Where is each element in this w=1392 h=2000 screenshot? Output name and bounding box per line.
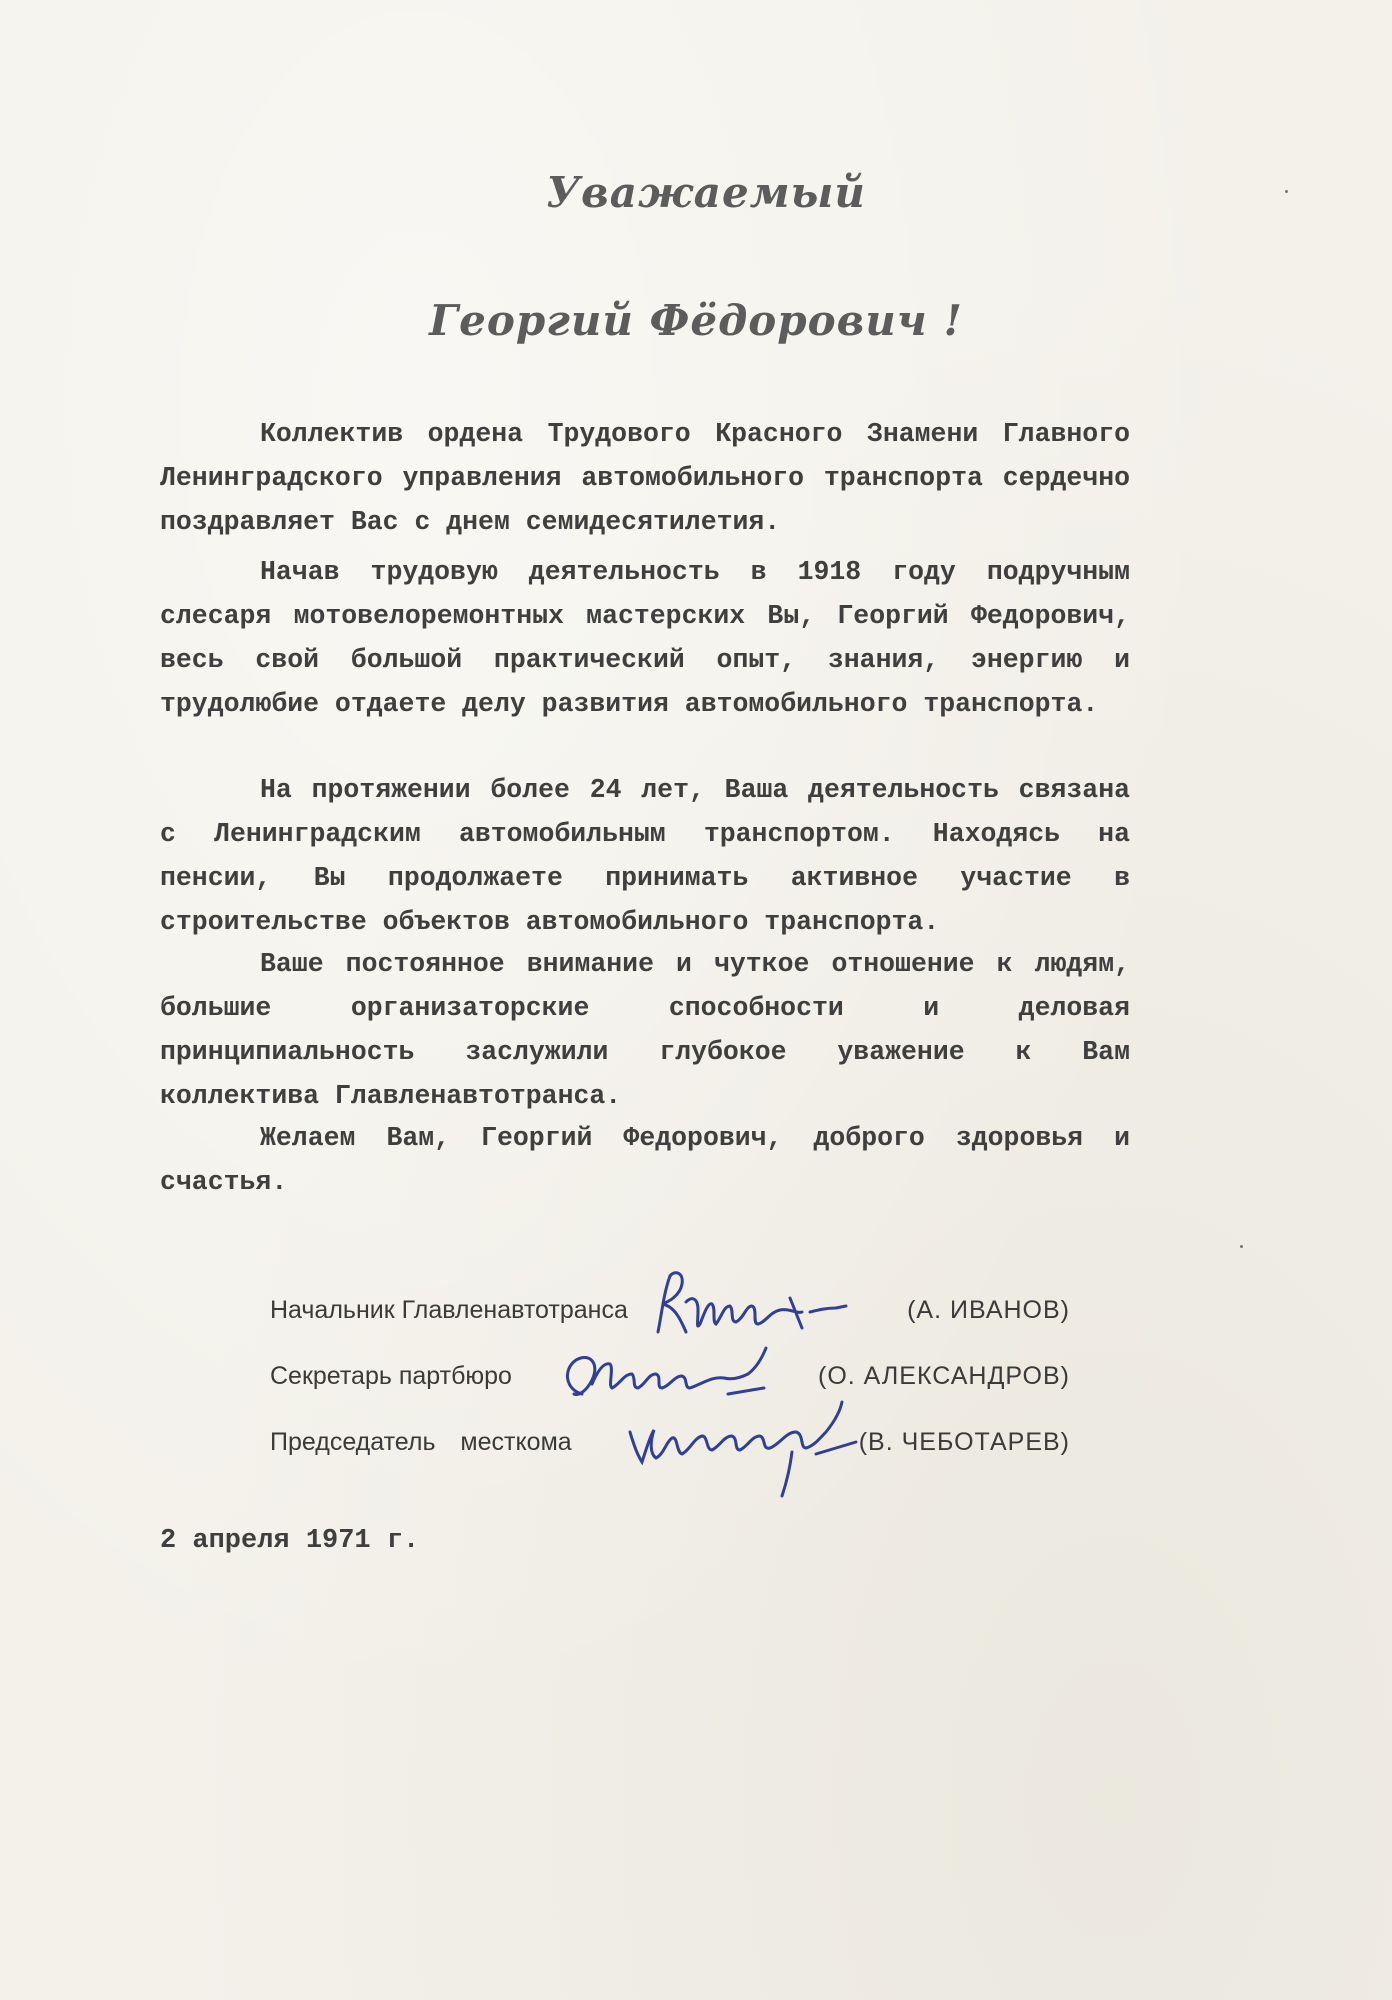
letter-body-2 (160, 550, 1130, 726)
paragraph-3: На протяжении более 24 лет, Ваша деятельность связана с Ленинградским автомобильным транспортом. Находясь на пенсии, Вы продолжаете принимать активное участие в строительстве объектов автомобильного транспорта. (160, 775, 1130, 937)
paragraph-5: Желаем Вам, Георгий Федорович, доброго здоровья и счастья. (160, 1123, 1130, 1197)
paper-speck (1285, 190, 1288, 193)
salutation-line-2: Георгий Фёдорович ! (429, 296, 963, 345)
letter-body-5 (160, 1116, 1130, 1204)
signatory-role: Начальник Главленавтотранса (270, 1296, 628, 1324)
salutation-line-1: Уважаемый (546, 168, 866, 217)
letter-date: 2 апреля 1971 г. (160, 1526, 420, 1556)
signatory-name: (А. ИВАНОВ) (907, 1296, 1070, 1324)
letter-body-4 (160, 942, 1130, 1118)
signature-chebotarev (620, 1392, 870, 1502)
signatory-role: Председатель месткома (270, 1428, 572, 1456)
signatory-role: Секретарь партбюро (270, 1362, 512, 1390)
paragraph-2: Начав трудовую деятельность в 1918 году подручным слесаря мотовелоремонтных мастерских Вы, Георгий Федорович, весь свой большой практический опыт, знания, энергию и трудолюбие отдаете делу развития автомобильного транспорта. (160, 557, 1130, 719)
letter-body-3 (160, 768, 1130, 944)
signatory-name: (В. ЧЕБОТАРЕВ) (858, 1428, 1070, 1456)
signatory-name: (О. АЛЕКСАНДРОВ) (818, 1362, 1070, 1390)
letter-body (160, 412, 1130, 544)
paragraph-1: Коллектив ордена Трудового Красного Знамени Главного Ленинградского управления автомобильного транспорта сердечно поздравляет Вас с днем семидесятилетия. (160, 419, 1130, 537)
paragraph-4: Ваше постоянное внимание и чуткое отношение к людям, большие организаторские способности и деловая принципиальность заслужили глубокое уважение к Вам коллектива Главленавтотранса. (160, 949, 1130, 1111)
paper-speck (1240, 1245, 1243, 1248)
